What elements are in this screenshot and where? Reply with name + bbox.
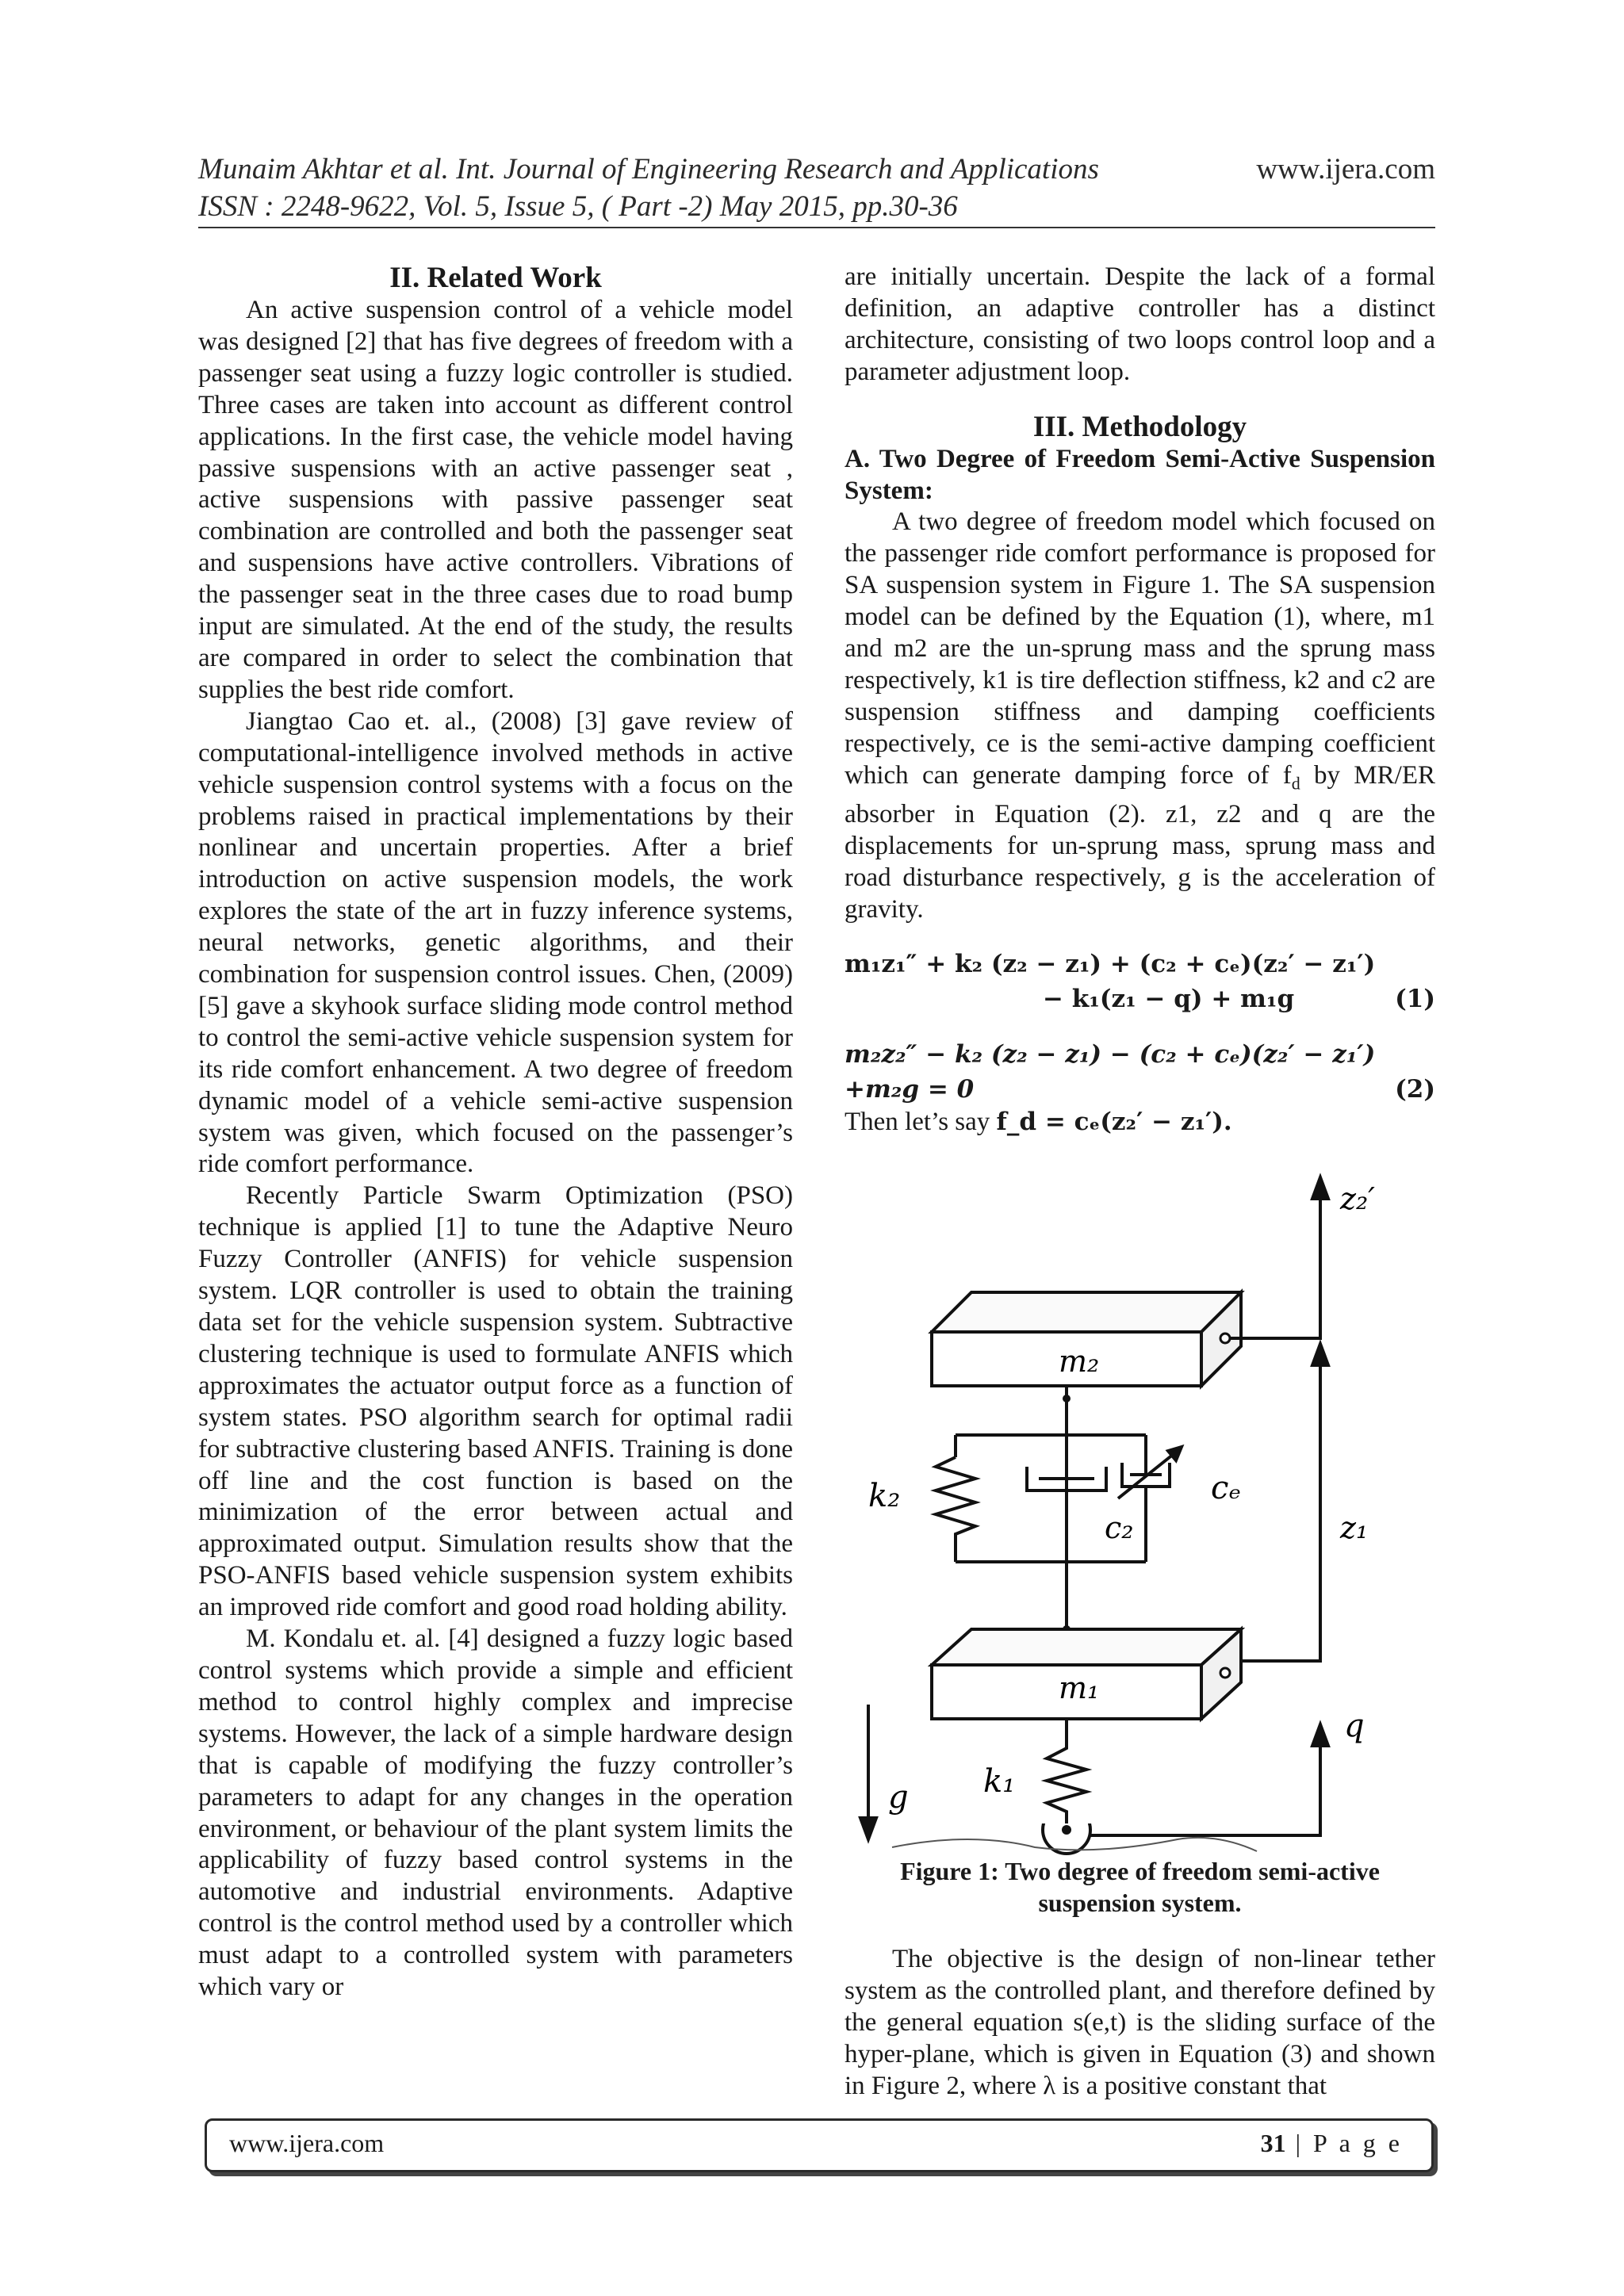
label-c2: c₂ bbox=[1105, 1510, 1134, 1545]
header-divider bbox=[198, 227, 1435, 228]
label-z1: z₁ bbox=[1340, 1510, 1369, 1545]
running-header bbox=[198, 151, 1435, 225]
section-heading-related-work: II. Related Work bbox=[389, 262, 602, 294]
label-ce: cₑ bbox=[1211, 1470, 1241, 1506]
right-column-continuation bbox=[845, 1944, 1435, 2103]
equation-3: f_d = cₑ(z₂′ − z₁′). bbox=[996, 1107, 1232, 1136]
paragraph: The objective is the design of non-linear tether system as the controlled plant, and therefore defined by the general equation s(e,t) is the sliding surface of the hyper-plane, which is given in Equation (3) and shown in Figure 2, where λ is a positive constant that bbox=[845, 1945, 1435, 2100]
issn-line: ISSN : 2248-9622, Vol. 5, Issue 5, ( Part -2) May 2015, pp.30-36 bbox=[198, 190, 958, 223]
equation-1-line-1: m₁z₁″ + k₂ (z₂ − z₁) + (c₂ + cₑ)(z₂′ − z₁′) bbox=[845, 949, 1376, 978]
paragraph: An active suspension control of a vehicle model was designed [2] that has five degrees of freedom with a passenger seat using a fuzzy logic controller is studied. Three cases are taken into account as different control applications. In the first case, the vehicle model having passive suspensions with an active passenger seat , active suspensions with passive passenger seat combination are controlled and both the passenger seat and suspensions have active controllers. Vibrations of the passenger seat in the three cases due to road bump input are simulated. At the end of the study, the results are compared in order to select the combination that supplies the best ride comfort. bbox=[198, 296, 793, 704]
equation-2-line-1: m₂z₂″ − k₂ (z₂ − z₁) − (c₂ + cₑ)(z₂′ − z₁′) bbox=[845, 1039, 1376, 1069]
journal-website-link[interactable]: www.ijera.com bbox=[1256, 153, 1435, 186]
wheel-and-road bbox=[845, 1823, 1435, 1855]
journal-citation-line: Munaim Akhtar et al. Int. Journal of Engineering Research and Applications bbox=[198, 153, 1099, 186]
paragraph: Jiangtao Cao et. al., (2008) [3] gave review of computational-intelligence involved methods in active vehicle suspension control systems with a focus on the problems raised in practical implementations by their nonlinear and uncertain properties. After a brief introduction on active suspension models, the work explores the state of the art in fuzzy inference systems, neural networks, genetic algorithms, and their combination for suspension control issues. Chen, (2009) [5] gave a skyhook surface sliding mode control method to control the semi-active vehicle suspension system for its ride comfort enhancement. A two degree of freedom dynamic model of a vehicle semi-active suspension system was given, which focused on the passenger’s ride comfort performance. bbox=[198, 706, 793, 1179]
paragraph: are initially uncertain. Despite the lack of a formal definition, an adaptive controller has a distinct architecture, consisting of two loops control loop and a parameter adjustment loop. bbox=[845, 262, 1435, 386]
paragraph: M. Kondalu et. al. [4] designed a fuzzy logic based control systems which provide a simple and efficient method to control highly complex and imprecise systems. However, the lack of a simple hardware design that is capable of modifying the fuzzy controller’s parameters to adapt for any changes in the operation environment, or behaviour of the plant system limits the applicability of fuzzy based control systems in the automotive and industrial environments. Adaptive control is the control method used by a controller which must adapt to a controlled system with parameters which vary or bbox=[198, 1624, 793, 2002]
paragraph: A two degree of freedom model which focused on the passenger ride comfort performance is proposed for SA suspension system in Figure 1. The SA suspension model can be defined by the Equation (1), where, m1 and m2 are the un-sprung mass and the sprung mass respectively, k1 is tire deflection stiffness, k2 and c2 are suspension stiffness and damping coefficients respectively, ce is the semi-active damping coefficient which can generate damping force of $f_d$ by MR/ER absorber in Equation (2). z1, z2 and q are the displacements for un-sprung mass, sprung mass and road disturbance respectively, g is the acceleration of gravity. bbox=[845, 507, 1435, 924]
figure-1-caption: Figure 1: Two degree of freedom semi-active suspension system. bbox=[900, 1857, 1380, 1917]
page-footer bbox=[205, 2118, 1434, 2172]
page-number: 31 | P a g e bbox=[1260, 2129, 1403, 2157]
left-column bbox=[198, 262, 793, 2003]
label-g: g bbox=[888, 1779, 909, 1816]
label-m1: m₁ bbox=[1059, 1670, 1100, 1705]
label-z2: z₂′ bbox=[1340, 1181, 1375, 1216]
equation-2-line-2: +m₂g = 0 (2) bbox=[845, 1072, 1435, 1107]
spring-k1 bbox=[1047, 1719, 1086, 1831]
footer-website-link[interactable]: www.ijera.com bbox=[229, 2129, 385, 2157]
equation-1-number: (1) bbox=[1395, 984, 1435, 1013]
label-m2: m₂ bbox=[1059, 1344, 1100, 1379]
label-q: q bbox=[1344, 1708, 1365, 1744]
equation-2-number: (2) bbox=[1395, 1074, 1435, 1104]
label-k1: k₁ bbox=[983, 1763, 1016, 1800]
paragraph: Recently Particle Swarm Optimization (PSO) technique is applied [1] to tune the Adaptive Neuro Fuzzy Controller (ANFIS) for vehicle suspension system. LQR controller is used to obtain the training data set for the vehicle suspension system. Subtractive clustering technique is used to formulate ANFIS which approximates the actuator output force as a function of system states. PSO algorithm search for optimal radii for subtractive clustering based ANFIS. Training is done off line and the cost function is based on the minimization of the error between actual and approximated output. Simulation results show that the PSO-ANFIS based vehicle suspension system exhibits an improved ride comfort and good road holding ability. bbox=[198, 1181, 793, 1622]
equation-1-line-2: − k₁(z₁ − q) + m₁g (1) bbox=[845, 982, 1435, 1016]
section-heading-methodology: III. Methodology bbox=[1032, 410, 1247, 443]
spring-k2 bbox=[936, 1457, 975, 1562]
subscript-d: d bbox=[1291, 773, 1300, 794]
subsection-heading: A. Two Degree of Freedom Semi-Active Suspension System: bbox=[845, 444, 1435, 505]
equation-3-line: Then let’s say f_d = cₑ(z₂′ − z₁′). bbox=[845, 1107, 1232, 1136]
label-k2: k₂ bbox=[868, 1478, 901, 1514]
right-column bbox=[845, 262, 1435, 1138]
figure-1-suspension-diagram bbox=[845, 1165, 1435, 1847]
damper-c2 bbox=[1027, 1435, 1106, 1562]
